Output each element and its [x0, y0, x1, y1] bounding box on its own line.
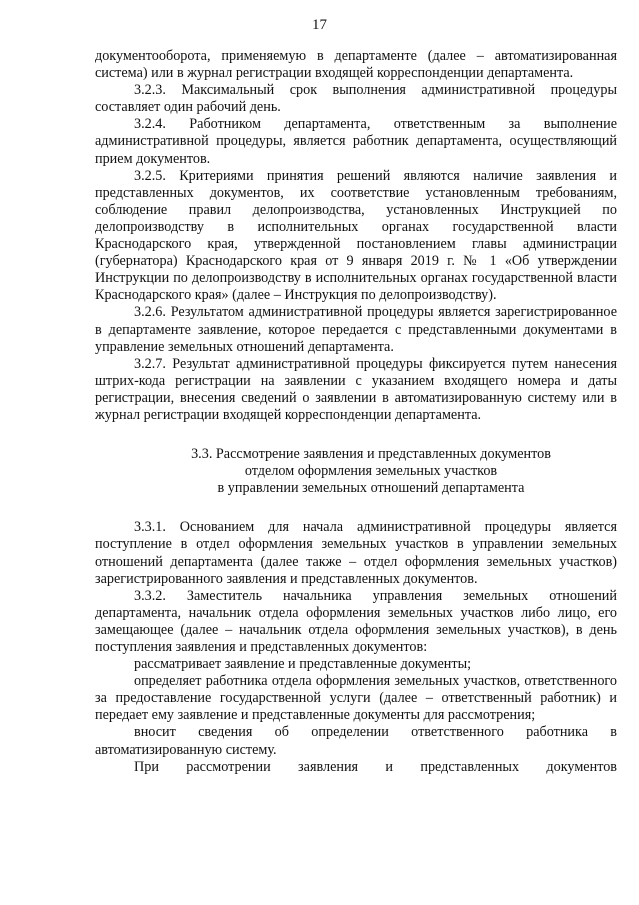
section-heading — [95, 446, 617, 497]
paragraph-3-2-7: 3.2.7. Результат административной процедуры фиксируется путем нанесения штрих-кода регистрации на заявлении с указанием входящего номера и даты регистрации, внесения сведений о заявлении в автоматизированную систему или в журнал регистрации входящей корреспонденции департамента. — [95, 355, 617, 423]
paragraph-3-2-4: 3.2.4. Работником департамента, ответственным за выполнение административной процедуры, является работник департамента, осуществляющий прием документов. — [95, 116, 617, 167]
section-heading-line-2: отделом оформления земельных участков — [244, 463, 498, 480]
paragraph-3-2-3: 3.2.3. Максимальный срок выполнения административной процедуры составляет один рабочий день. — [95, 82, 617, 116]
paragraph-3-3-1: 3.3.1. Основанием для начала административной процедуры является поступление в отдел оформления земельных участков в управлении земельных отношений департамента (далее также – отдел оформления земельных участков) зарегистрированного заявления и представленных документов. — [95, 519, 617, 587]
paragraph-continuation: документооборота, применяемую в департаменте (далее – автоматизированная система) или в журнал регистрации входящей корреспонденции департамента. — [95, 48, 617, 82]
section-heading-line-3: в управлении земельных отношений департамента — [217, 480, 525, 497]
paragraph-3-2-6: 3.2.6. Результатом административной процедуры является зарегистрированное в департаменте заявление, которое передается с представленными документами в управление земельных отношений департамента. — [95, 304, 617, 355]
paragraph-enters: вносит сведения об определении ответственного работника в автоматизированную систему. — [95, 724, 617, 758]
page-number: 17 — [312, 17, 327, 33]
paragraph-3-3-2: 3.3.2. Заместитель начальника управления земельных отношений департамента, начальник отдела оформления земельных участков либо лицо, его замещающее (далее – начальник отдела оформления земельных участков), в день поступления заявления и представленных документов: — [95, 587, 617, 655]
paragraph-3-2-5: 3.2.5. Критериями принятия решений являются наличие заявления и представленных документов, их соответствие установленным требованиям, соблюдение правил делопроизводства, установленных Инструкцией по делопроизводству в исполнительных органах государственной власти Краснодарского края, утвержденной постановлением главы администрации (губернатора) Краснодарского края от 9 января 2019 г. № 1 «Об утверждении Инструкции по делопроизводству в исполнительных органах государственной власти Краснодарского края» (далее – Инструкция по делопроизводству). — [95, 167, 617, 304]
document-body — [95, 48, 617, 776]
paragraph-reviews: рассматривает заявление и представленные документы; — [134, 656, 472, 673]
paragraph-when: При рассмотрении заявления и представленных документов — [134, 758, 617, 775]
paragraph-determines: определяет работника отдела оформления земельных участков, ответственного за предоставление государственной услуги (далее – ответственный работник) и передает ему заявление и представленные документы для рассмотрения; — [95, 673, 617, 724]
section-heading-line-1: 3.3. Рассмотрение заявления и представленных документов — [191, 446, 551, 463]
